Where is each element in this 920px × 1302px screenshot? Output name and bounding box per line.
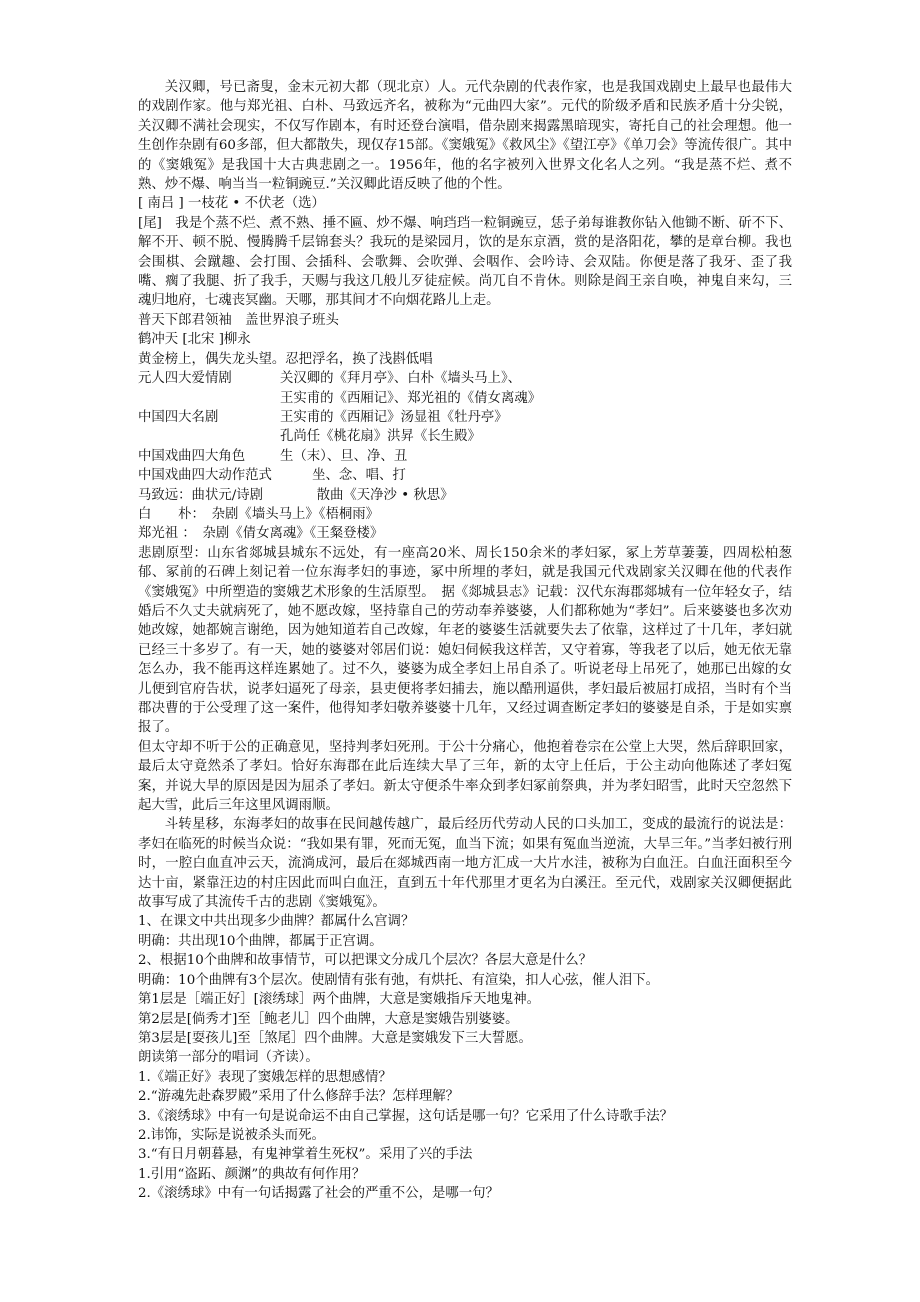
poem-title: 鹤冲天 [北宋 ]柳永 [138,332,251,348]
question-line: 1.《端正好》表现了窦娥怎样的思想感情？ [138,1069,392,1085]
poem-line: 黄金榜上，偶失龙头望。忍把浮名，换了浅斟低唱 [138,351,433,367]
text-line: 普天下郎君领袖 盖世界浪子班头 [138,312,339,328]
answer-line: 2.讳饰，实际是说被杀头而死。 [138,1127,325,1143]
row-value: 孔尚任《桃花扇》洪昇《长生殿》 [280,429,481,445]
question-line: 1.引用“盗跖、颜渊”的典故有何作用？ [138,1166,366,1182]
text-line: 白 朴： 杂剧《墙头马上》《梧桐雨》 [138,506,380,522]
question-line: 1、在课文中共出现多少曲牌？都属什么宫调？ [138,914,415,930]
row-value: 生（末）、旦、净、丑 [280,448,408,464]
question-line: 3.《滚绣球》中有一句是说命运不由自己掌握，这句话是哪一句？它采用了什么诗歌手法？ [138,1108,674,1124]
list-item [138,427,792,446]
row-label: 中国戏曲四大角色 [138,448,246,464]
list-item [138,447,792,466]
row-label: 中国四大名剧 [138,409,219,425]
row-label [138,427,280,446]
answer-line: 明确：共出现10个曲牌，都属于正宫调。 [138,933,383,949]
answer-line: 明确：10个曲牌有3个层次。使剧情有张有弛，有烘托、有渲染，扣人心弦，催人泪下。 [138,972,660,988]
text-line: 马致远：曲状元/诗剧 散曲《天净沙 • 秋思》 [138,487,454,503]
row-label: 元人四大爱情剧 [138,371,232,387]
text-line: 中国戏曲四大动作范式 坐、念、唱、打 [138,468,406,484]
text-line: 朗读第一部分的唱词（齐读）。 [138,1050,319,1066]
text-line: 第3层是[耍孩儿]至［煞尾］四个曲牌。大意是窦娥发下三大誓愿。 [138,1030,532,1046]
song-body: [尾] 我是个蒸不烂、煮不熟、捶不匾、炒不爆、响珰珰一粒铜豌豆，恁子弟每谁教你钻入他锄不断、斫不下、解不开、顿不脱、慢腾腾千层锦套头？我玩的是梁园月，饮的是东京酒，赏的是洛阳花，攀的是章台柳。我也会围棋、会蹴趣、会打围、会插科、会歌舞、会吹弹、会咽作、会吟诗、会双陆。你便是落了我牙、歪了我嘴、瘸了我腿、折了我手，天赐与我这几般儿歹徒症候。尚兀自不肯休。则除是阎王亲自唤，神鬼自来勾，三魂归地府，七魂丧冥幽。天哪，那其间才不向烟花路儿上走。 [138,215,792,309]
row-label [138,389,280,408]
text-line: 郑光祖 ： 杂剧《倩女离魂》《王粲登楼》 [138,526,384,542]
document-page [138,78,792,1204]
question-line: 2、根据10个曲牌和故事情节，可以把课文分成几个层次？各层大意是什么？ [138,953,593,969]
story-paragraph: 但太守却不听于公的正确意见，坚持判孝妇死刑。于公十分痛心，他抱着卷宗在公堂上大哭，然后辞职回家，最后太守竟然杀了孝妇。恰好东海郡在此后连续大旱了三年，新的太守上任后，于公主动向他陈述了孝妇冤案，并说大旱的原因是因为屈杀了孝妇。新太守便杀牛率众到孝妇冢前祭典，并为孝妇昭雪，此时天空忽然下起大雪，此后三年这里风调雨顺。 [138,739,792,814]
song-title: [ 南吕 ] 一枝花 • 不伏老（选） [138,196,325,212]
list-item [138,389,792,408]
row-value: 关汉卿的《拜月亭》、白朴《墙头马上》、 [280,371,522,387]
story-paragraph: 悲剧原型：山东省郯城县城东不远处，有一座高20米、周长150余米的孝妇冢，冢上芳草萋萋，四周松柏葱郁、冢前的石碑上刻记着一位东海孝妇的事迹，冢中所埋的孝妇，就是我国元代戏剧家关汉卿在他的代表作《窦娥冤》中所塑造的窦娥艺术形象的生活原型。 据《郯城县志》记载：汉代东海郡郯城有一位年轻女子，结婚后不久丈夫就病死了，她不愿改嫁，坚持靠自己的劳动奉养婆婆，人们都称她为“孝妇”。后来婆婆也多次劝她改嫁，她都婉言谢绝，因为她知道若自己改嫁，年老的婆婆生活就要失去了依靠，这样过了十几年，孝妇就已经三十多岁了。有一天，她的婆婆对邻居们说：媳妇伺候我这样苦，又守着寡，等我老了以后，她无依无靠怎么办，我不能再这样连累她了。过不久，婆婆为成全孝妇上吊自杀了。听说老母上吊死了，她那已出嫁的女儿便到官府告状，说孝妇逼死了母亲，县吏便将孝妇捕去，施以酷刑逼供，孝妇最后被屈打成招，当时有个当郡决曹的于公受理了这一案件，他得知孝妇敬养婆婆十几年，又经过调查断定孝妇的婆婆是自杀，于是如实禀报了。 [138,545,792,736]
question-line: 2.“游魂先赴森罗殿”采用了什么修辞手法？怎样理解？ [138,1089,460,1105]
row-value: 王实甫的《西厢记》汤显祖《牡丹亭》 [280,409,508,425]
question-line: 2.《滚绣球》中有一句话揭露了社会的严重不公，是哪一句？ [138,1186,499,1202]
list-item [138,369,792,388]
text-line: 第1层是［端正好］[滚绣球］两个曲牌，大意是窦娥指斥天地鬼神。 [138,992,541,1008]
list-item [138,408,792,427]
row-value: 王实甫的《西厢记》、郑光祖的《倩女离魂》 [280,390,542,406]
story-paragraph: 斗转星移，东海孝妇的故事在民间越传越广，最后经历代劳动人民的口头加工，变成的最流行的说法是：孝妇在临死的时候当众说：“我如果有罪，死而无冤，血当下流；如果有冤血当逆流，大旱三年。”当孝妇被行刑时，一腔白血直冲云天，流淌成河，最后在郯城西南一地方汇成一大片水洼，被称为白血汪。白血汪面积至今达十亩，紧靠汪边的村庄因此而叫白血汪，直到五十年代那里才更名为白溪汪。至元代，戏剧家关汉卿便据此故事写成了其流传千古的悲剧《窦娥冤》。 [138,817,792,911]
intro-paragraph: 关汉卿，号已斋叟，金末元初大都（现北京）人。元代杂剧的代表作家，也是我国戏剧史上最早也最伟大的戏剧作家。他与郑光祖、白朴、马致远齐名，被称为“元曲四大家”。元代的阶级矛盾和民族矛盾十分尖锐，关汉卿不满社会现实，不仅写作剧本，有时还登台演唱，借杂剧来揭露黑暗现实，寄托自己的社会理想。他一生创作杂剧有60多部，但大都散失，现仅存15部。《窦娥冤》《救风尘》《望江亭》《单刀会》等流传很广。其中的《窦娥冤》是我国十大古典悲剧之一。1956年，他的名字被列入世界文化名人之列。“我是蒸不烂、煮不熟、炒不爆、响当当一粒铜豌豆.”关汉卿此语反映了他的个性。 [138,80,792,193]
text-line: 第2层是[倘秀才]至［鲍老儿］四个曲牌，大意是窦娥告别婆婆。 [138,1011,519,1027]
answer-line: 3.“有日月朝暮悬，有鬼神掌着生死权”。采用了兴的手法 [138,1147,473,1163]
